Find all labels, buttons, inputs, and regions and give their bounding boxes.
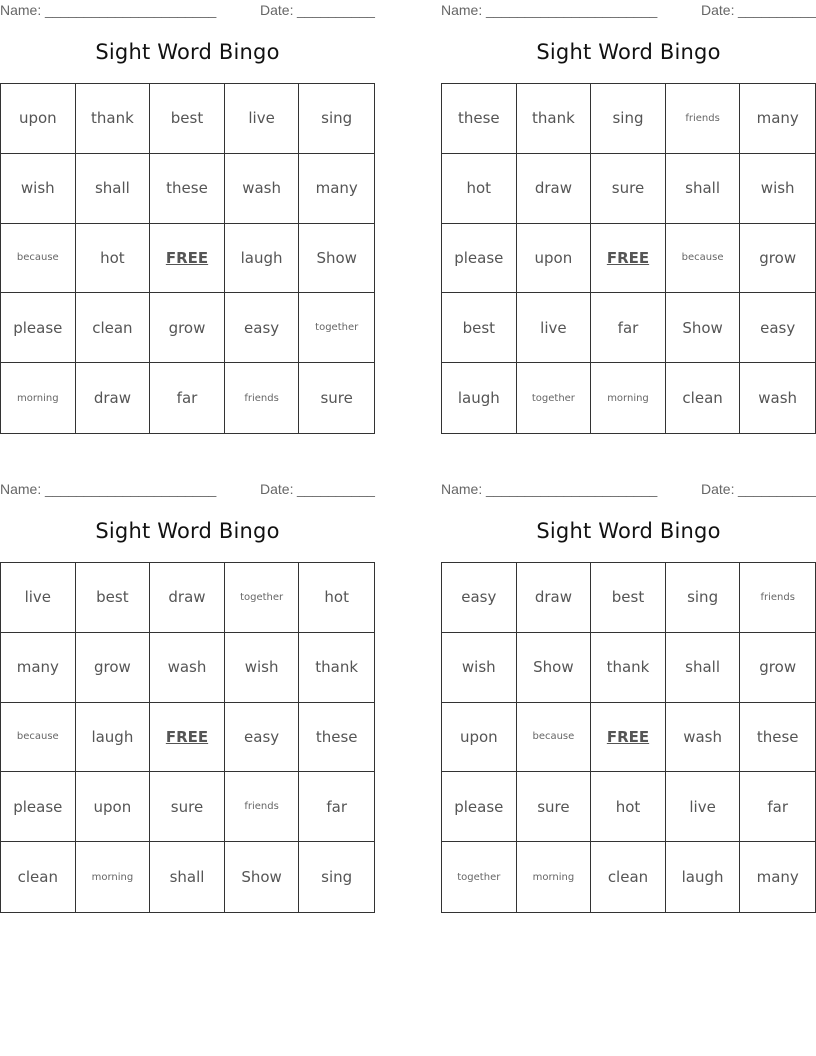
bingo-cell: these bbox=[150, 154, 225, 224]
bingo-cell: laugh bbox=[666, 842, 741, 912]
bingo-cell: draw bbox=[517, 563, 592, 633]
bingo-cell: easy bbox=[740, 293, 815, 363]
card-title: Sight Word Bingo bbox=[536, 519, 721, 543]
bingo-cell: Show bbox=[225, 842, 300, 912]
bingo-cell: morning bbox=[1, 363, 76, 433]
date-blank-line: __________ bbox=[738, 2, 816, 18]
bingo-cell: upon bbox=[1, 84, 76, 154]
card-title: Sight Word Bingo bbox=[536, 40, 721, 64]
bingo-cell: shall bbox=[666, 154, 741, 224]
bingo-cell: live bbox=[1, 563, 76, 633]
bingo-cell: thank bbox=[591, 633, 666, 703]
name-blank-line: ______________________ bbox=[486, 2, 658, 18]
bingo-cell: these bbox=[740, 703, 815, 773]
bingo-cell: upon bbox=[442, 703, 517, 773]
bingo-cell: together bbox=[225, 563, 300, 633]
date-label: Date: bbox=[260, 2, 294, 18]
bingo-card-2 bbox=[441, 0, 816, 434]
bingo-cell: hot bbox=[299, 563, 374, 633]
bingo-cell: morning bbox=[76, 842, 151, 912]
name-blank-line: ______________________ bbox=[486, 481, 658, 497]
bingo-cell: grow bbox=[150, 293, 225, 363]
bingo-cell: sing bbox=[591, 84, 666, 154]
bingo-cell: these bbox=[299, 703, 374, 773]
bingo-cell: grow bbox=[76, 633, 151, 703]
bingo-cell: many bbox=[740, 84, 815, 154]
free-space: FREE bbox=[591, 703, 666, 773]
card-title: Sight Word Bingo bbox=[95, 40, 280, 64]
name-label: Name: bbox=[441, 2, 483, 18]
bingo-cell: draw bbox=[150, 563, 225, 633]
name-date-line bbox=[0, 2, 375, 20]
bingo-cell: grow bbox=[740, 224, 815, 294]
bingo-cell: Show bbox=[517, 633, 592, 703]
bingo-cell: wash bbox=[225, 154, 300, 224]
bingo-cell: best bbox=[442, 293, 517, 363]
card-title: Sight Word Bingo bbox=[95, 519, 280, 543]
bingo-cell: Show bbox=[299, 224, 374, 294]
bingo-cell: live bbox=[225, 84, 300, 154]
bingo-cell: live bbox=[666, 772, 741, 842]
bingo-cell: live bbox=[517, 293, 592, 363]
bingo-cell: many bbox=[299, 154, 374, 224]
bingo-cell: morning bbox=[591, 363, 666, 433]
bingo-cell: thank bbox=[76, 84, 151, 154]
bingo-cell: please bbox=[1, 772, 76, 842]
bingo-cell: clean bbox=[666, 363, 741, 433]
bingo-cell: these bbox=[442, 84, 517, 154]
bingo-cell: wash bbox=[758, 389, 798, 408]
bingo-cell: sure bbox=[150, 772, 225, 842]
bingo-cell: please bbox=[442, 224, 517, 294]
bingo-cell: shall bbox=[666, 633, 741, 703]
bingo-cell: friends bbox=[225, 363, 300, 433]
bingo-cell: wash bbox=[150, 633, 225, 703]
bingo-cell: Show bbox=[666, 293, 741, 363]
bingo-grid bbox=[0, 83, 375, 434]
bingo-cell: sure bbox=[517, 772, 592, 842]
date-label: Date: bbox=[701, 481, 735, 497]
name-date-line bbox=[0, 481, 375, 499]
bingo-cell: sing bbox=[299, 84, 374, 154]
bingo-card-1 bbox=[0, 0, 375, 434]
name-blank-line: ______________________ bbox=[45, 481, 217, 497]
bingo-cell: because bbox=[1, 703, 76, 773]
bingo-cell: draw bbox=[76, 363, 151, 433]
date-label: Date: bbox=[701, 2, 735, 18]
date-blank-line: __________ bbox=[738, 481, 816, 497]
bingo-cell: far bbox=[591, 293, 666, 363]
free-space: FREE bbox=[150, 224, 225, 294]
bingo-cell: laugh bbox=[76, 703, 151, 773]
bingo-cell: friends bbox=[666, 84, 741, 154]
bingo-cell: because bbox=[517, 703, 592, 773]
bingo-cell: many bbox=[1, 633, 76, 703]
bingo-cell: draw bbox=[517, 154, 592, 224]
bingo-cell: sure bbox=[591, 154, 666, 224]
bingo-grid bbox=[441, 562, 816, 913]
bingo-card-4 bbox=[441, 479, 816, 913]
bingo-cell: shall bbox=[150, 842, 225, 912]
bingo-cell: best bbox=[76, 563, 151, 633]
bingo-cell: wash bbox=[666, 703, 741, 773]
name-label: Name: bbox=[0, 2, 42, 18]
bingo-cell: thank bbox=[299, 633, 374, 703]
bingo-cell: because bbox=[1, 224, 76, 294]
bingo-grid bbox=[441, 83, 816, 434]
free-space: FREE bbox=[150, 703, 225, 773]
date-label: Date: bbox=[260, 481, 294, 497]
name-label: Name: bbox=[0, 481, 42, 497]
name-label: Name: bbox=[441, 481, 483, 497]
bingo-cell: sure bbox=[320, 389, 353, 408]
bingo-cell: wish bbox=[740, 154, 815, 224]
name-blank-line: ______________________ bbox=[45, 2, 217, 18]
bingo-cell: best bbox=[150, 84, 225, 154]
name-date-line bbox=[441, 2, 816, 20]
bingo-cell: clean bbox=[1, 842, 76, 912]
date-blank-line: __________ bbox=[297, 481, 375, 497]
bingo-cell: hot bbox=[76, 224, 151, 294]
bingo-cell: hot bbox=[442, 154, 517, 224]
bingo-cell: easy bbox=[442, 563, 517, 633]
bingo-cell: together bbox=[299, 293, 374, 363]
bingo-cell: friends bbox=[225, 772, 300, 842]
bingo-cell: laugh bbox=[225, 224, 300, 294]
bingo-cell: many bbox=[756, 868, 799, 887]
bingo-cell: upon bbox=[76, 772, 151, 842]
bingo-cell: far bbox=[150, 363, 225, 433]
bingo-cell: thank bbox=[517, 84, 592, 154]
bingo-cell: shall bbox=[76, 154, 151, 224]
bingo-cell: upon bbox=[517, 224, 592, 294]
bingo-cell: wish bbox=[442, 633, 517, 703]
name-date-line bbox=[441, 481, 816, 499]
bingo-cell: sing bbox=[321, 868, 353, 887]
bingo-cell: wish bbox=[1, 154, 76, 224]
bingo-cell: easy bbox=[225, 293, 300, 363]
date-blank-line: __________ bbox=[297, 2, 375, 18]
free-space: FREE bbox=[591, 224, 666, 294]
bingo-cell: laugh bbox=[442, 363, 517, 433]
bingo-cell: please bbox=[1, 293, 76, 363]
bingo-cell: clean bbox=[591, 842, 666, 912]
bingo-cell: friends bbox=[740, 563, 815, 633]
bingo-cell: far bbox=[740, 772, 815, 842]
bingo-cell: sing bbox=[666, 563, 741, 633]
bingo-cell: best bbox=[591, 563, 666, 633]
bingo-cell: clean bbox=[76, 293, 151, 363]
bingo-cell: easy bbox=[225, 703, 300, 773]
bingo-cell: wish bbox=[225, 633, 300, 703]
bingo-cell: grow bbox=[740, 633, 815, 703]
bingo-cell: because bbox=[666, 224, 741, 294]
bingo-card-3 bbox=[0, 479, 375, 913]
bingo-cell: far bbox=[299, 772, 374, 842]
bingo-cell: together bbox=[517, 363, 592, 433]
bingo-cell: please bbox=[442, 772, 517, 842]
bingo-cell: hot bbox=[591, 772, 666, 842]
bingo-grid bbox=[0, 562, 375, 913]
bingo-cell: morning bbox=[517, 842, 592, 912]
bingo-cell: together bbox=[442, 842, 517, 912]
